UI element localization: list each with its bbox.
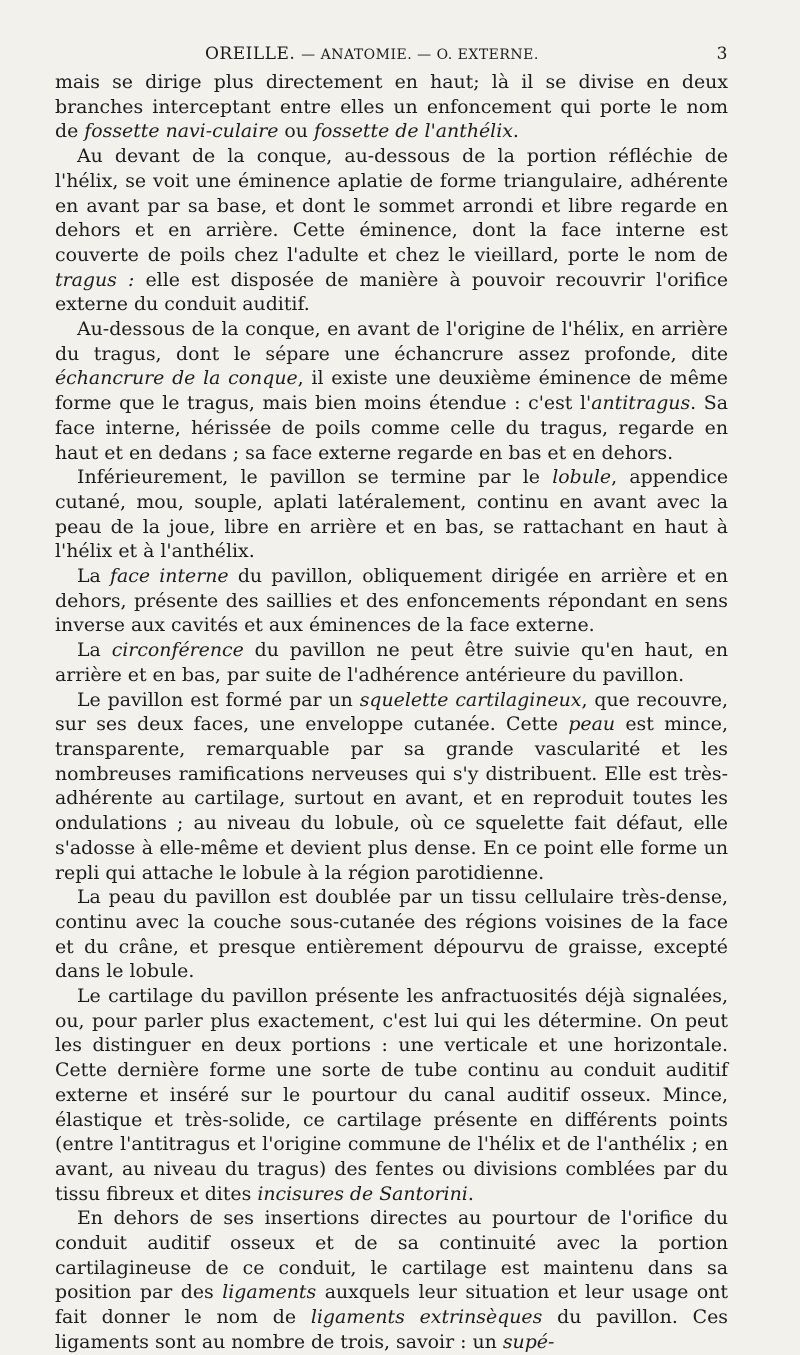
- italic-term: lobule: [552, 466, 612, 489]
- page-number: 3: [716, 44, 728, 64]
- text-run: Au devant de la conque, au-dessous de la portion réfléchie de l'hélix, se voit une éminence aplatie de forme triangulaire, adhérente en avant par sa base, et dont le sommet arrondi et libre regarde en dehors et en arrière. Cette éminence, dont la face interne est couverte de poils chez l'adulte et chez le vieillard, porte le nom de: [55, 145, 728, 266]
- text-run: elle est disposée de manière à pouvoir recouvrir l'orifice externe du conduit auditif.: [55, 268, 728, 316]
- header-title: [205, 44, 539, 64]
- text-run: est mince, transparente, remarquable par sa grande vascularité et les nombreuses ramifications nerveuses qui s'y distribuent. Elle est très-adhérente au cartilage, surtout en avant, et en reproduit toutes les ondulations ; au niveau du lobule, où ce squelette fait défaut, elle s'adosse à elle-même et devient plus dense. En ce point elle forme un repli qui attache le lobule à la région parotidienne.: [55, 713, 728, 884]
- header-title-sub: — ANATOMIE. — O. EXTERNE.: [301, 47, 539, 63]
- italic-term: supé-: [502, 1330, 555, 1353]
- paragraph: [55, 144, 728, 317]
- text-run: En dehors de ses insertions directes au pourtour de l'orifice du conduit auditif osseux et de sa continuité avec la portion cartilagineuse de ce conduit, le cartilage est maintenu dans sa position par des: [55, 1207, 728, 1304]
- paragraph: [55, 984, 728, 1206]
- italic-term: squelette cartilagineux: [359, 688, 582, 711]
- text-run: mais se dirige plus directement en haut; là il se divise en deux branches interceptant entre elles un enfoncement qui porte le nom de: [55, 71, 728, 143]
- text-run: .: [467, 1182, 474, 1205]
- text-run: . Sa face interne, hérissée de poils comme celle du tragus, regarde en haut et en dedans ; sa face externe regarde en bas et en dehors.: [55, 392, 728, 464]
- text-run: du pavillon, obliquement dirigée en arrière et en dehors, présente des saillies et des enfoncements répondant en sens inverse aux cavités et aux éminences de la face externe.: [55, 565, 729, 637]
- paragraph: [55, 1206, 728, 1354]
- text-run: , appendice cutané, mou, souple, aplati latéralement, continu en avant avec la peau de la joue, libre en arrière et en bas, se rattachant en haut à l'hélix et à l'anthélix.: [55, 466, 729, 563]
- italic-term: antitragus: [591, 392, 691, 415]
- paragraph: [55, 688, 728, 886]
- italic-term: tragus :: [55, 268, 135, 291]
- paragraph: [55, 885, 728, 984]
- italic-term: ligaments: [222, 1281, 317, 1304]
- paragraph: [55, 564, 728, 638]
- text-run: auxquels leur situation et leur usage ont fait donner le nom de: [55, 1281, 728, 1329]
- text-run: Inférieurement, le pavillon se termine par le: [77, 466, 553, 489]
- text-run: La peau du pavillon est doublée par un tissu cellulaire très-dense, continu avec la couche sous-cutanée des régions voisines de la face et du crâne, et presque entièrement dépourvu de graisse, excepté dans le lobule.: [55, 886, 728, 983]
- paragraph: [55, 465, 728, 564]
- header-title-main: OREILLE.: [205, 44, 296, 64]
- text-run: Le cartilage du pavillon présente les anfractuosités déjà signalées, ou, pour parler plus exactement, c'est lui qui les détermine. On peut les distinguer en deux portions : une verticale et une horizontale. Cette dernière forme une sorte de tube continu au conduit auditif externe et inséré sur le pourtour du canal auditif osseux. Mince, élastique et très-solide, ce cartilage présente en différents points (entre l'antitragus et l'origine commune de l'hélix et de l'anthélix ; en avant, au niveau du tragus) des fentes ou divisions comblées par du tissu fibreux et dites: [55, 985, 728, 1205]
- text-run: ou: [278, 120, 314, 143]
- body-text: [55, 70, 728, 1355]
- italic-term: incisures de Santorini: [257, 1182, 468, 1205]
- text-run: Au-dessous de la conque, en avant de l'origine de l'hélix, en arrière du tragus, dont le sépare une échancrure assez profonde, dite: [55, 318, 728, 365]
- italic-term: circonférence: [111, 639, 244, 662]
- paragraph: [55, 638, 728, 687]
- text-run: du pavillon ne peut être suivie qu'en haut, en arrière et en bas, par suite de l'adhérence antérieure du pavillon.: [55, 639, 729, 686]
- italic-term: fossette navi-culaire: [84, 120, 279, 143]
- text-run: La: [77, 565, 111, 588]
- paragraph: [55, 70, 728, 144]
- text-run: du pavillon. Ces ligaments sont au nombre de trois, savoir : un: [55, 1306, 728, 1353]
- italic-term: fossette de l'anthélix: [313, 120, 513, 143]
- italic-term: échancrure de la conque: [55, 367, 298, 390]
- italic-term: peau: [568, 713, 616, 736]
- text-run: La: [77, 639, 112, 662]
- text-run: , que recouvre, sur ses deux faces, une enveloppe cutanée. Cette: [55, 688, 728, 736]
- italic-term: ligaments extrinsèques: [310, 1306, 543, 1329]
- text-run: .: [512, 120, 519, 143]
- text-run: Le pavillon est formé par un: [77, 688, 360, 711]
- italic-term: face interne: [110, 565, 229, 588]
- running-header: [205, 44, 728, 64]
- paragraph: [55, 317, 728, 465]
- text-run: , il existe une deuxième éminence de même forme que le tragus, mais bien moins étendue : c'est l': [55, 367, 728, 415]
